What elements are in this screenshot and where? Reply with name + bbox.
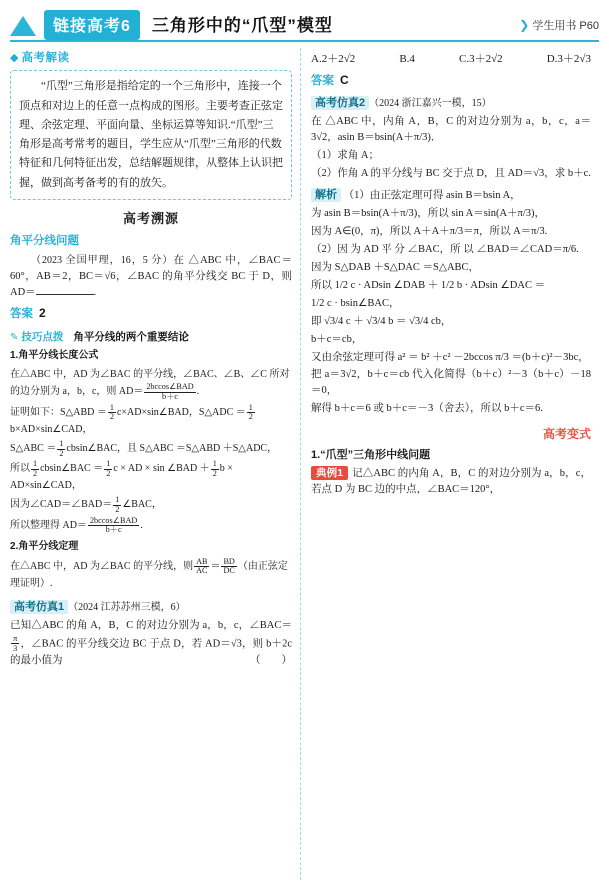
proof-l3d: b × AD×sin∠CAD， [10, 463, 233, 492]
example-1-text: 记△ABC 的内角 A，B，C 的对边分别为 a，b，c，若点 D 为 BC 边的中点，∠BAC＝120°， [311, 468, 592, 496]
header-reference-text: 学生用书 P60 [532, 20, 599, 32]
answer-label-2: 答案 [311, 74, 334, 87]
mock-2-block [311, 95, 591, 182]
bookmark-icon: ◆ [10, 52, 19, 65]
answer-blank [36, 294, 94, 295]
ab-num: AB [196, 556, 208, 566]
mock-2-text: 在 △ABC 中，内角 A，B，C 的对边分别为 a，b，c，a＝3√2，asin B＝bsin(A＋π/3)． [311, 116, 591, 144]
skill-item-2-title: 2.角平分线定理 [10, 540, 79, 552]
question-1-text: 在 △ABC 中，∠BAC＝60°，AB＝2，BC＝√6，∠BAC 的角平分线交 BC 于 D，则 AD＝ [10, 255, 292, 299]
pi-third-fraction: $\frac{\pi}{3}$ [13, 632, 18, 653]
analysis-line-4: （2）因 为 AD 平 分 ∠BAC，所 以 ∠BAD＝∠CAD＝π/6. [311, 243, 579, 255]
analysis-label: 解析 [311, 188, 341, 202]
answer-value-1: 2 [39, 306, 46, 321]
answer-row-1 [10, 304, 292, 323]
analysis-line-5: 因为 S△DAB ＋S△DAC ＝S△ABC， [311, 261, 480, 273]
answer-value-2: C [340, 72, 349, 87]
ad-formula-den-2: b＋c [105, 525, 122, 535]
skill-tip-label: 技巧点拨 [21, 330, 64, 343]
analysis-line-6: 所以 1/2 c · ADsin ∠DAB ＋ 1/2 b · ADsin ∠DAC ＝ [311, 279, 546, 291]
question-1-source: （2023 全国甲理，16，5 分） [31, 255, 174, 267]
skill-item-1-p1: 在△ABC 中，AD 为∠BAC 的平分线，∠BAC、∠B、∠C 所对的边分别为 a，b，c，则 AD＝ $\frac{\text{2bccos∠BAD}}{b+c}$ . [10, 369, 290, 402]
proof-l3b: cbsin∠BAC ＝ [40, 463, 104, 475]
mock-1-block [10, 599, 292, 669]
choice-d: D.3＋2√3 [546, 53, 591, 65]
skill-item-1-title: 1.角平分线长度公式 [10, 350, 99, 362]
page-header [0, 0, 609, 44]
analysis-line-12: 解得 b＋c＝6 或 b＋c＝－3（舍去），所以 b＋c＝6. [311, 403, 543, 415]
header-reference [519, 17, 599, 33]
proof-l2a: S△ABC ＝ [10, 443, 57, 455]
example-1-block [311, 466, 591, 498]
ad-formula-fraction [144, 383, 195, 401]
proof-line-2 [10, 440, 292, 458]
proof-line-1 [10, 404, 292, 438]
choice-a: A.2＋2√2 [311, 53, 356, 65]
half-fraction-1: $\frac{1}{2}$ [109, 402, 114, 422]
question-1: （2023 全国甲理，16，5 分）在 △ABC 中，∠BAC＝60°，AB＝2，BC＝√6，∠BAC 的角平分线交 BC 于 D，则 AD＝ . [10, 255, 292, 299]
mock-1-text [10, 618, 292, 669]
choice-c: C.3＋2√2 [459, 53, 503, 65]
skill-tip-header [10, 330, 292, 346]
proof-l1a: S△ABD ＝ [60, 406, 107, 418]
page-title: 三角形中的“爪型”模型 [151, 16, 333, 35]
pencil-icon: ✎ [10, 331, 19, 343]
dc-den: DC [223, 566, 235, 576]
left-column [10, 48, 299, 880]
ab-ac-fraction [194, 558, 209, 576]
proof-l1b: c×AD×sin∠BAD，S△ADC ＝ [116, 406, 246, 418]
header-divider [10, 40, 599, 42]
proof-l3a: 所以 [10, 463, 30, 475]
triangle-icon [10, 16, 36, 36]
mock-1-source: （2024 江苏苏州三模，6） [68, 602, 186, 613]
mock-1-text-b: ，∠BAC 的平分线交边 BC 于点 D，若 AD＝√3，则 b＋2c 的最小值为 [10, 638, 292, 666]
intro-paragraph: “爪型”三角形是指给定的一个三角形中，连接一个顶点和对边上的任意一点构成的图形。主要考查正弦定理、余弦定理、平面向量、坐标运算等知识.“爪型”三角形是高考常考的题目，学生应从“爪型”三角形的代数特征和几何特征出发，总结解题规律，从整体上认识把握，做到高考备考的有的放矢。 [10, 70, 292, 200]
proof-l2b: cbsin∠BAC，且 S△ABC ＝S△ABD ＋S△ADC， [66, 443, 278, 455]
column-divider [300, 48, 301, 880]
skill-item-2-lead: 在△ABC 中，AD 为∠BAC 的平分线，则 [10, 560, 194, 572]
proof-l1c: b×AD×sin∠CAD， [10, 423, 93, 435]
proof-line-3 [10, 460, 292, 494]
header-badge: 链接高考6 [44, 10, 140, 40]
skill-tip-title: 角平分线的两个重要结论 [73, 330, 189, 343]
variant-section-head: 高考变式 [542, 427, 591, 442]
bd-num: BD [223, 556, 235, 566]
proof-l4b: ∠BAC， [122, 499, 162, 511]
subsection-angle-bisector: 角平分线问题 [10, 234, 79, 247]
mock-1-text-a: 已知△ABC 的角 A，B，C 的对边分别为 a，b，c，∠BAC＝ [10, 619, 292, 631]
section-head-gaokao-suyuan: 高考溯源 [122, 210, 179, 226]
header-title-wrap [44, 10, 519, 40]
skill-item-1 [10, 348, 292, 592]
answer-label: 答案 [10, 308, 33, 321]
section-tag-label: 高考解读 [21, 52, 70, 64]
choice-b: B.4 [399, 53, 415, 65]
section-tag-gaokao-jiedu [10, 50, 292, 67]
skill-item-2-text: 在△ABC 中，AD 为∠BAC 的平分线，则 $\frac{AB}{AC}$ ＝ $\frac{BD}{DC}$ （由正弦定理证明）. [10, 556, 288, 589]
variant-subhead: 1.“爪型”三角形中线问题 [311, 448, 431, 461]
half-fraction-3: $\frac{1}{2}$ [59, 438, 64, 458]
proof-l4a: 因为∠CAD＝∠BAD＝ [10, 499, 113, 511]
ad-formula-num: 2bccos∠BAD [146, 382, 194, 392]
analysis-line-11: 把 a＝3√2，b＋c＝cb 代入化简得（b＋c）²－3（b＋c）－18＝0， [311, 369, 591, 397]
ad-formula-den: b＋c [162, 392, 178, 402]
proof-l5a: 所以整理得 AD＝ [10, 519, 87, 531]
ac-den: AC [196, 566, 208, 576]
ad-formula-num-2: 2bccos∠BAD [89, 515, 138, 525]
mock-2-q2: （2）作角 A 的平分线与 BC 交于点 D，且 AD＝√3，求 b＋c. [311, 168, 591, 179]
example-1-tag: 典例1 [311, 466, 348, 480]
analysis-line-8: 即 √3/4 c ＋ √3/4 b ＝ √3/4 cb， [311, 315, 452, 327]
half-fraction-4: $\frac{1}{2}$ [33, 459, 38, 478]
mock-1-tag: 高考仿真1 [10, 600, 68, 614]
half-fraction-5: $\frac{1}{2}$ [106, 459, 111, 478]
analysis-line-3: 因为 A∈(0，π)，所以 A＋A＋π/3＝π，所以 A＝π/3. [311, 225, 548, 237]
half-fraction-6: $\frac{1}{2}$ [212, 459, 217, 478]
skill-item-2-tail: （由正弦定理证明）. [10, 560, 288, 589]
answer-row-2 [311, 71, 591, 90]
bd-dc-fraction [221, 558, 236, 576]
proof-line-5: 所以整理得 AD＝ $\frac{\text{2bccos∠BAD}}{b+c}$ . [10, 515, 143, 535]
proof-lead: 证明如下： [10, 406, 60, 418]
analysis-line-1: （1）由正弦定理可得 asin B＝bsin A， [343, 189, 521, 201]
proof-l3c: c × AD × sin ∠BAD ＋ [113, 463, 210, 475]
choice-row [311, 51, 591, 68]
analysis-block [311, 187, 591, 417]
analysis-line-10: 又由余弦定理可得 a² ＝ b² ＋c² －2bccos π/3 ＝(b＋c)²－3bc， [311, 351, 589, 363]
mock-2-source: （2024 浙江嘉兴一模，15） [369, 98, 492, 110]
proof-line-4 [10, 496, 292, 514]
analysis-line-9: b＋c＝cb， [311, 333, 363, 345]
analysis-line-2: 为 asin B＝bsin(A＋π/3)，所以 sin A＝sin(A＋π/3)， [311, 207, 546, 219]
right-column [302, 48, 591, 880]
mock-2-tag: 高考仿真2 [311, 96, 369, 110]
analysis-line-7: 1/2 c · bsin∠BAC， [311, 297, 400, 309]
skill-item-1-p1-text: 在△ABC 中，AD 为∠BAC 的平分线，∠BAC、∠B、∠C 所对的边分别为 a，b，c，则 AD＝ [10, 369, 290, 398]
chevron-right-icon: ❯ [519, 18, 530, 32]
half-fraction-2: $\frac{1}{2}$ [248, 402, 253, 422]
half-fraction-7: $\frac{1}{2}$ [115, 495, 120, 514]
ad-formula-fraction-2 [88, 517, 139, 535]
content-columns [0, 44, 609, 880]
mock-1-paren: （ ） [250, 654, 292, 666]
mock-2-q1: （1）求角 A； [311, 150, 379, 162]
